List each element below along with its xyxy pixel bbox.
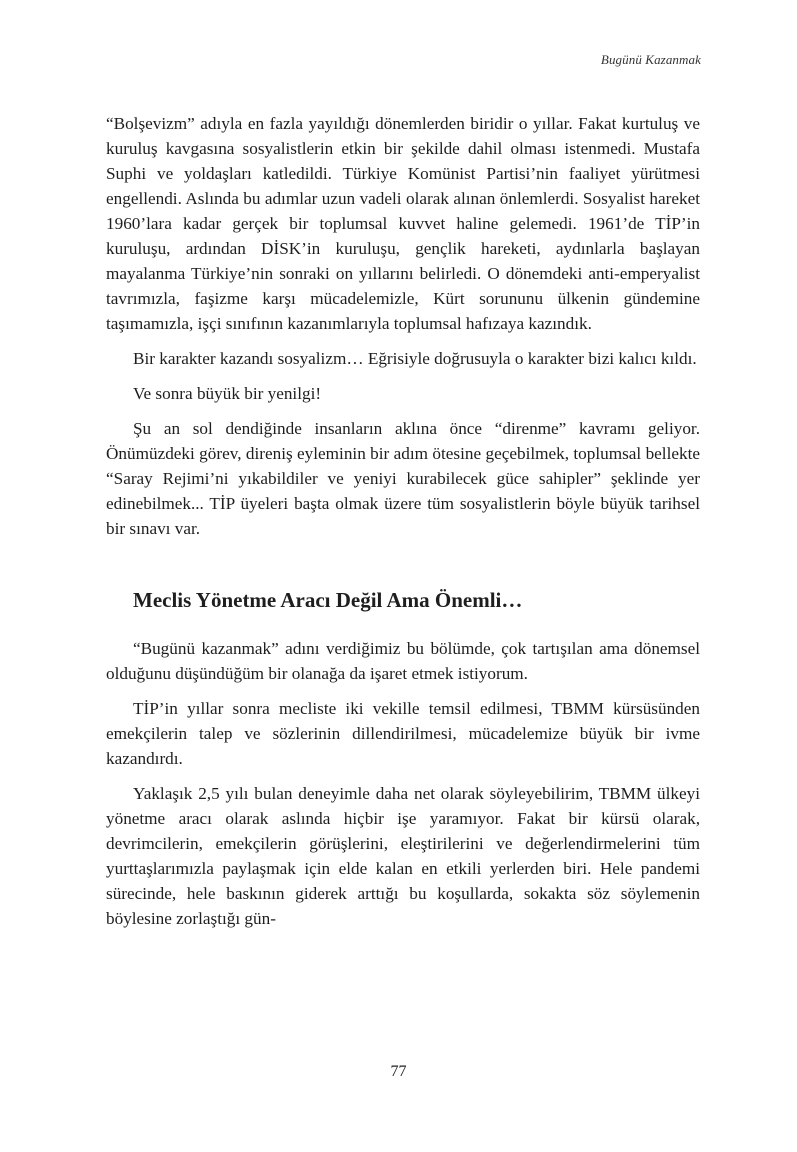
paragraph: “Bolşevizm” adıyla en fazla yayıldığı dönemlerden biridir o yıllar. Fakat kurtuluş ve kuruluş kavgasına sosyalistlerin etkin bir şekilde dahil olması istenmedi. Mustafa Suphi ve yoldaşları katledildi. Türkiye Komünist Partisi’nin faaliyet yürütmesi engellendi. Aslında bu adımlar uzun vadeli olarak alınan önlemlerdi. Sosyalist hareket 1960’lara kadar gerçek bir toplumsal kuvvet haline gelemedi. 1961’de TİP’in kuruluşu, ardından DİSK’in kuruluşu, gençlik hareketi, aydınlarla başlayan mayalanma Türkiye’nin sonraki on yıllarını belirledi. O dönemdeki anti-emperyalist tavrımızla, faşizme karşı mücadelemizle, Kürt sorununu ülkenin gündemine taşımamızla, işçi sınıfının kazanımlarıyla toplumsal hafızaya kazındık. [106, 114, 700, 333]
body-text [106, 111, 700, 941]
page-number: 77 [390, 1063, 407, 1080]
paragraph: Şu an sol dendiğinde insanların aklına önce “direnme” kavramı geliyor. Önümüzdeki görev, direniş eyleminin bir adım ötesine geçebilmek, toplumsal bellekte “Saray Rejimi’ni yıkabildiler ve yeniyi kurabilecek güce sahipler” şeklinde yer edinebilmek... TİP üyeleri başta olmak üzere tüm sosyalistlerin böyle büyük tarihsel bir sınavı var. [106, 419, 700, 538]
section-heading: Meclis Yönetme Aracı Değil Ama Önemli… [133, 588, 523, 612]
paragraph: Bir karakter kazandı sosyalizm… Eğrisiyle doğrusuyla o karakter bizi kalıcı kıldı. [133, 349, 697, 368]
paragraph: “Bugünü kazanmak” adını verdiğimiz bu bölümde, çok tartışılan ama dönemsel olduğunu düşündüğüm bir olanağa da işaret etmek istiyorum. [106, 639, 700, 683]
running-header: Bugünü Kazanmak [600, 52, 701, 67]
paragraph: Yaklaşık 2,5 yılı bulan deneyimle daha net olarak söyleyebilirim, TBMM ülkeyi yönetme aracı olarak aslında hiçbir işe yaramıyor. Fakat bir kürsü olarak, devrimcilerin, emekçilerin görüşlerini, eleştirilerini ve değerlendirmelerini tüm yurttaşlarımızla paylaşmak için elde kalan en etkili yerlerden biri. Hele pandemi sürecinde, hele baskının giderek arttığı bu koşullarda, sokakta söz söylemenin böylesine zorlaştığı gün- [106, 784, 700, 928]
paragraph: Ve sonra büyük bir yenilgi! [133, 384, 322, 403]
paragraph: TİP’in yıllar sonra mecliste iki vekille temsil edilmesi, TBMM kürsüsünden emekçilerin talep ve sözlerinin dillendirilmesi, mücadelemize büyük bir ivme kazandırdı. [106, 699, 700, 768]
